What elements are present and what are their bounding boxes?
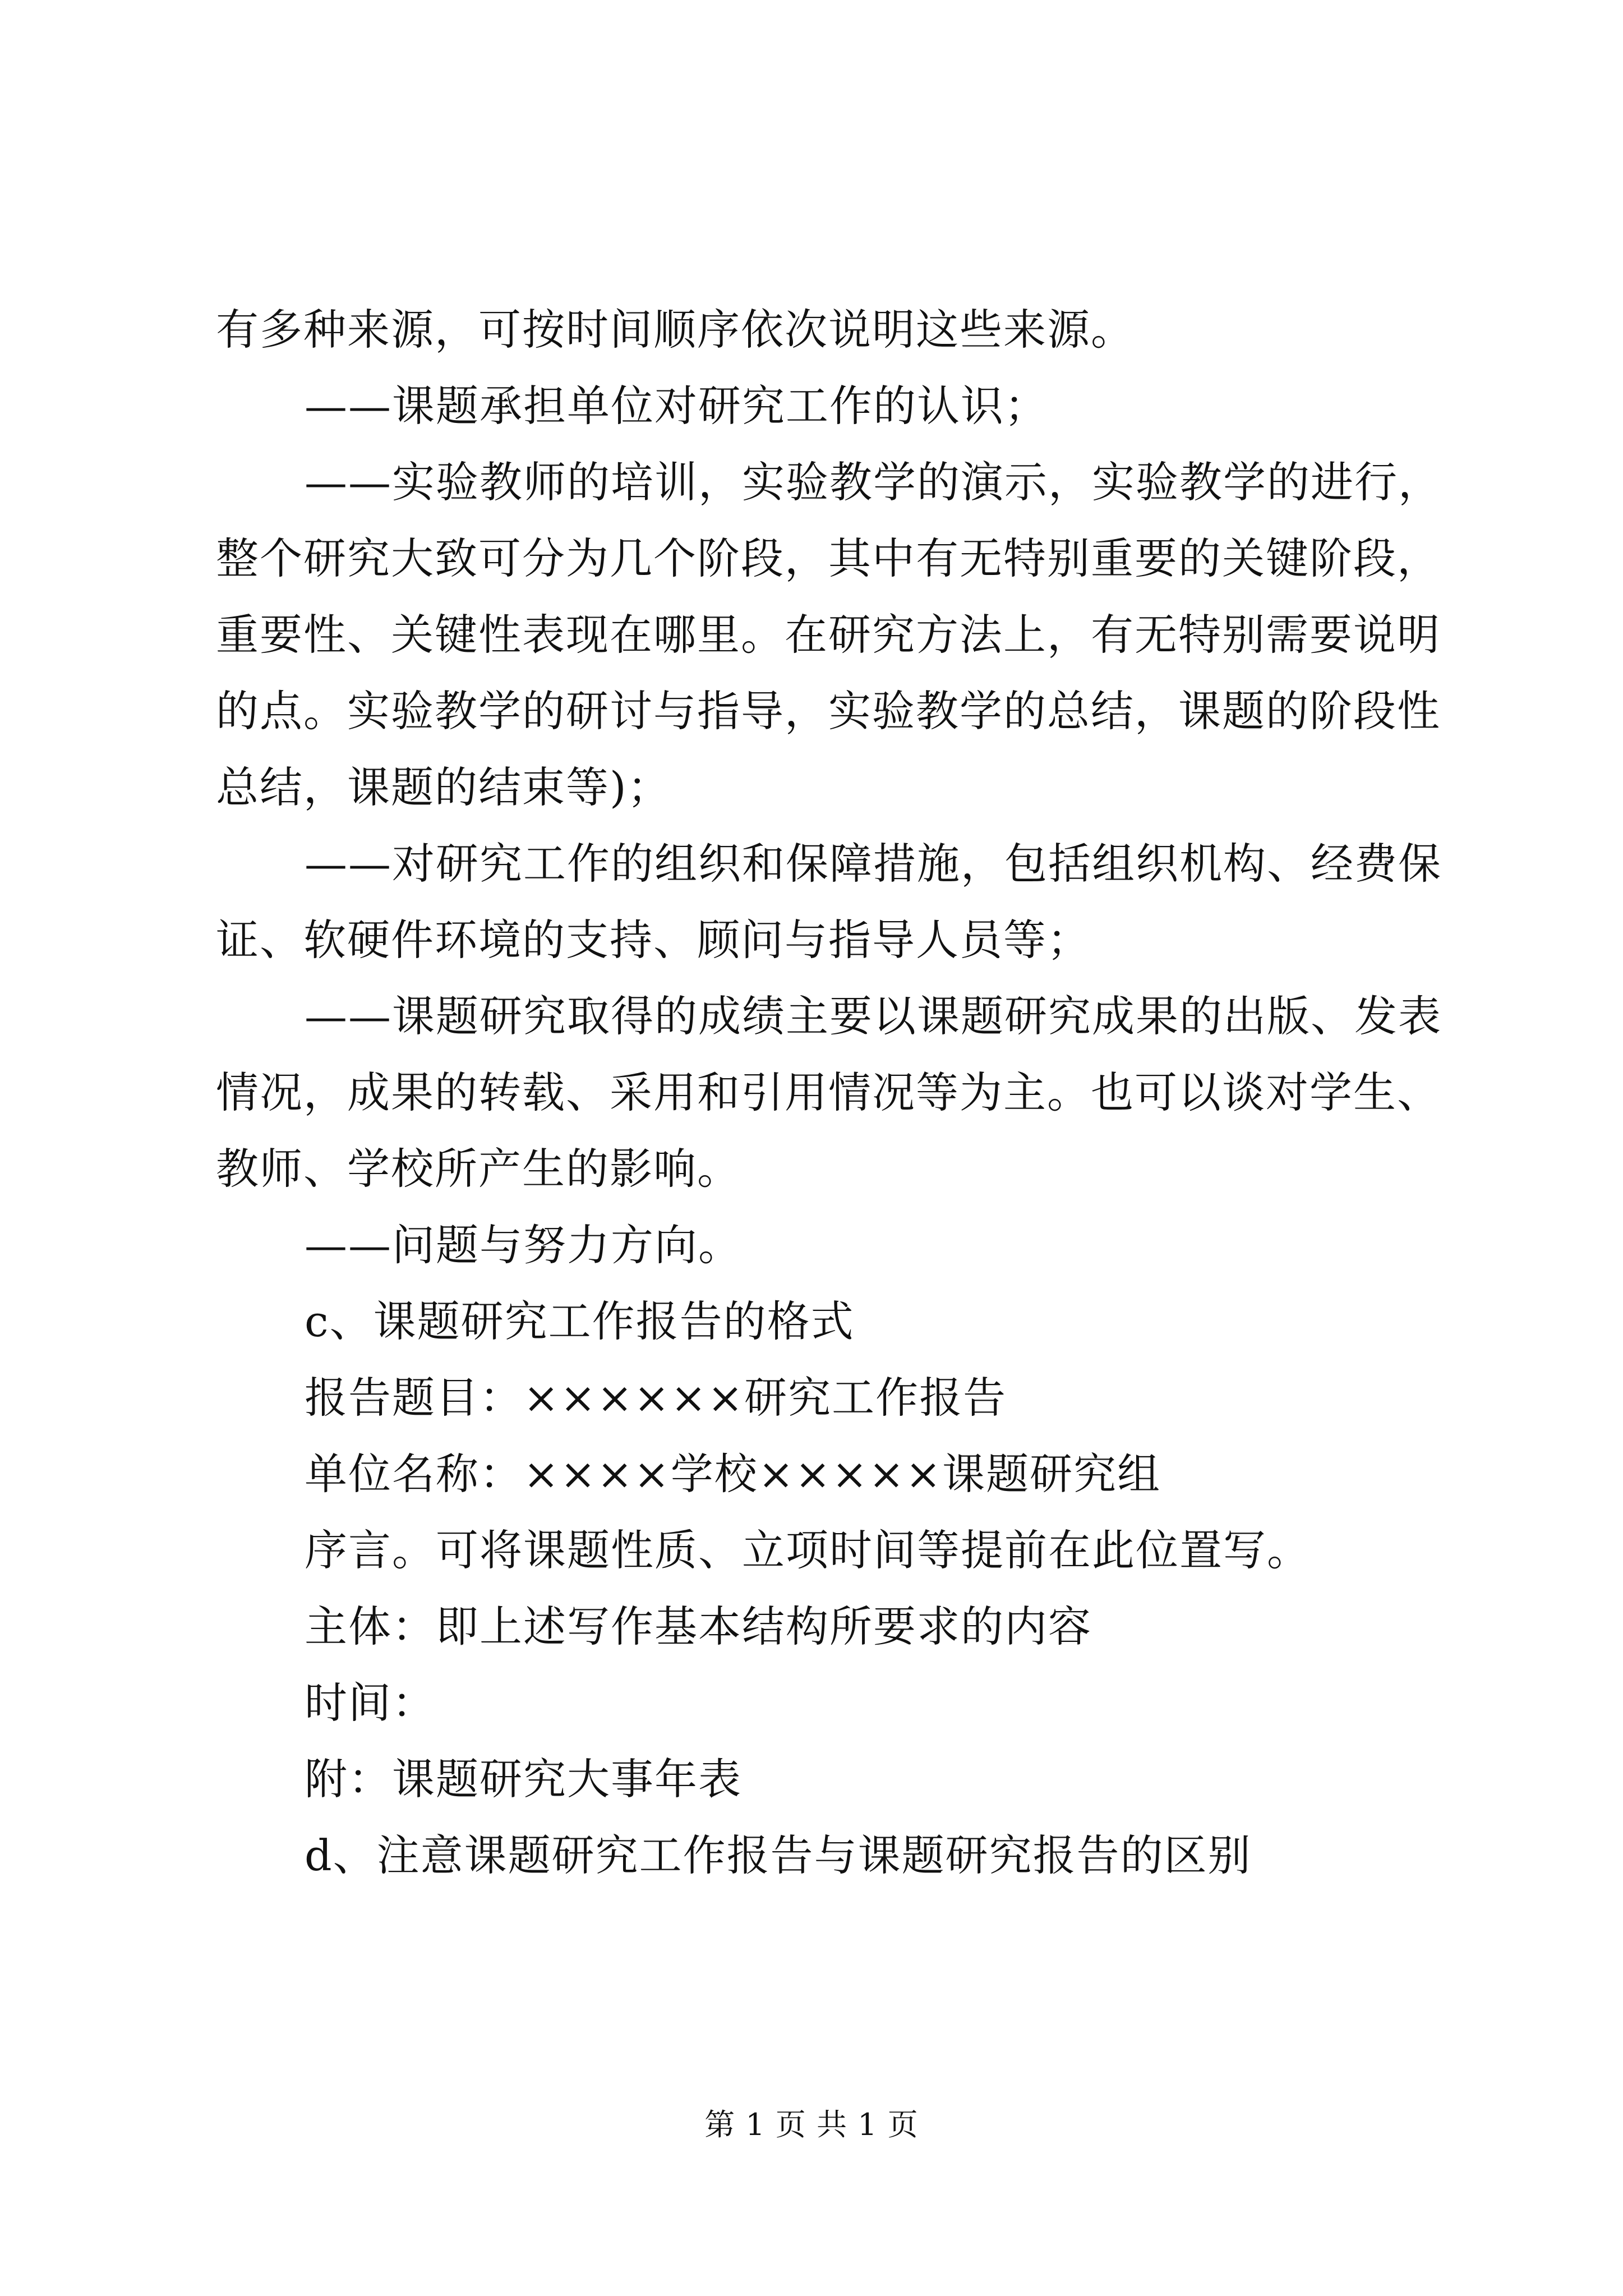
section-heading: c、课题研究工作报告的格式: [305, 1296, 855, 1346]
text-line: 有多种来源，可按时间顺序依次说明这些来源。: [216, 305, 1135, 355]
text-line: 情况，成果的转载、采用和引用情况等为主。也可以谈对学生、: [216, 1068, 1441, 1117]
text-line: ——课题研究取得的成绩主要以课题研究成果的出版、发表: [305, 991, 1442, 1041]
text-line: 主体：即上述写作基本结构所要求的内容: [305, 1602, 1092, 1651]
text-line: 时间：: [305, 1678, 436, 1728]
text-line: ——课题承担单位对研究工作的认识；: [305, 381, 1048, 431]
text-line: 序言。可将课题性质、立项时间等提前在此位置写。: [305, 1525, 1311, 1575]
text-line: 附：课题研究大事年表: [305, 1754, 742, 1804]
text-line: ——对研究工作的组织和保障措施，包括组织机构、经费保: [305, 839, 1442, 889]
page-footer: 第 1 页 共 1 页: [704, 2107, 919, 2142]
text-line: 单位名称：××××学校×××××课题研究组: [305, 1449, 1161, 1499]
text-line: 的点。实验教学的研讨与指导，实验教学的总结，课题的阶段性: [216, 686, 1441, 736]
document-body: [216, 292, 1442, 1894]
text-line: ——问题与努力方向。: [305, 1220, 742, 1270]
text-line: 证、软硬件环境的支持、顾问与指导人员等；: [216, 915, 1091, 965]
text-line: 整个研究大致可分为几个阶段，其中有无特别重要的关键阶段，: [216, 533, 1441, 583]
text-line: 重要性、关键性表现在哪里。在研究方法上，有无特别需要说明: [216, 610, 1441, 660]
section-heading: d、注意课题研究工作报告与课题研究报告的区别: [305, 1830, 1252, 1880]
text-line: 教师、学校所产生的影响。: [216, 1144, 741, 1194]
text-line: 报告题目：××××××研究工作报告: [305, 1373, 1007, 1423]
text-line: 总结，课题的结束等)；: [216, 762, 671, 812]
text-line: ——实验教师的培训，实验教学的演示，实验教学的进行，: [305, 457, 1442, 507]
